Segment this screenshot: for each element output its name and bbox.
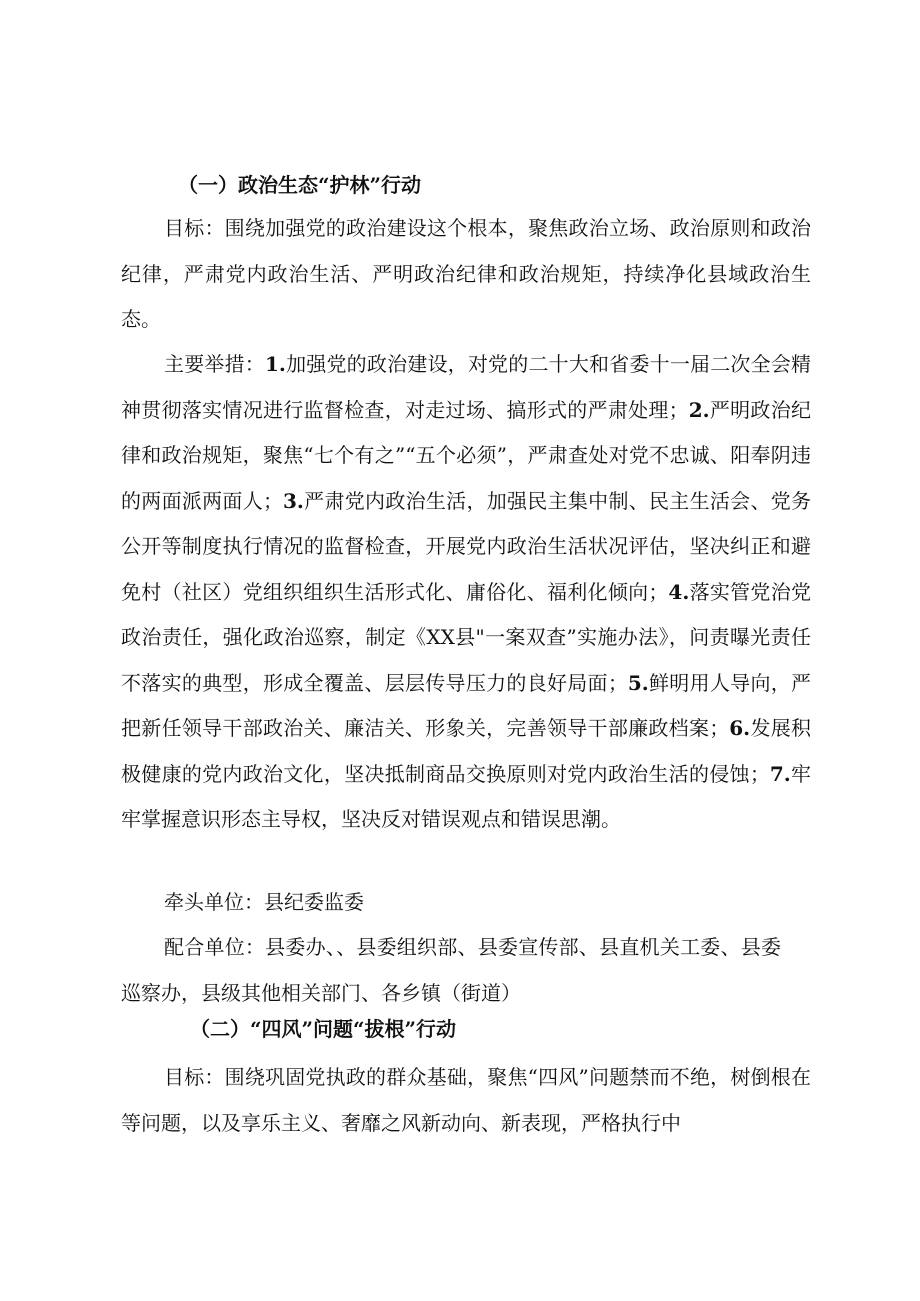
section-1-goal: 目标：围绕加强党的政治建设这个根本，聚焦政治立场、政治原则和政治纪律，严肃党内政治生活、严明政治纪律和政治规矩，持续净化县域政治生态。	[121, 216, 811, 331]
measure-3-text: 严肃党内政治生活，加强民主集中制、民主生活会、党务公开等制度执行情况的监督检查，开展党内政治生活状况评估，坚决纠正和避免村（社区）党组织组织生活形式化、庸俗化、福利化倾向；	[121, 488, 812, 604]
section-1-lead-unit: 牵头单位：县纪委监委	[164, 890, 364, 914]
measure-5-text: 鲜明用人导向，严把新任领导干部政治关、廉洁关、形象关，完善领导干部廉政档案；	[121, 670, 812, 740]
section-1-measures	[121, 342, 811, 843]
measure-5-number: 5.	[627, 670, 649, 695]
section-2-title: （二）“四风”问题“拔根”行动	[190, 1017, 457, 1041]
measure-4-number: 4.	[668, 579, 690, 604]
measure-3-number: 3.	[283, 488, 304, 513]
measure-2-number: 2.	[688, 397, 710, 422]
measure-7-number: 7.	[769, 761, 791, 786]
measure-1-text: 加强党的政治建设，对党的二十大和省委十一届二次全会精神贯彻落实情况进行监督检查，对走过场、搞形式的严肃处理；	[121, 352, 812, 422]
measures-label: 主要举措：	[164, 352, 265, 376]
section-1-title: （一）政治生态“护林”行动	[178, 173, 422, 197]
section-1-coop-units: 配合单位：县委办、、县委组织部、县委宣传部、县直机关工委、县委巡察办，县级其他相关部门、各乡镇（街道）	[121, 935, 781, 1005]
measure-6-text: 发展积极健康的党内政治文化，坚决抵制商品交换原则对党内政治生活的侵蚀；	[121, 716, 812, 786]
measure-1-number: 1.	[265, 352, 286, 376]
measure-4-text: 落实管党治党政治责任，强化政治巡察，制定《XX县"一案双查”实施办法》，问责曝光责任不落实的典型，形成全覆盖、层层传导压力的良好局面；	[121, 579, 812, 695]
measure-6-number: 6.	[729, 716, 751, 740]
measure-2-text: 严明政治纪律和政治规矩，聚焦“七个有之”“五个必须”，严肃查处对党不忠诚、阳奉阴违的两面派两面人；	[121, 397, 812, 513]
section-2-goal: 目标：围绕巩固党执政的群众基础，聚焦“四风”问题禁而不绝，树倒根在等问题，以及享乐主义、奢靡之风新动向、新表现，严格执行中	[121, 1065, 811, 1135]
measure-7-text: 牢牢掌握意识形态主导权，坚决反对错误观点和错误思潮。	[121, 761, 812, 831]
